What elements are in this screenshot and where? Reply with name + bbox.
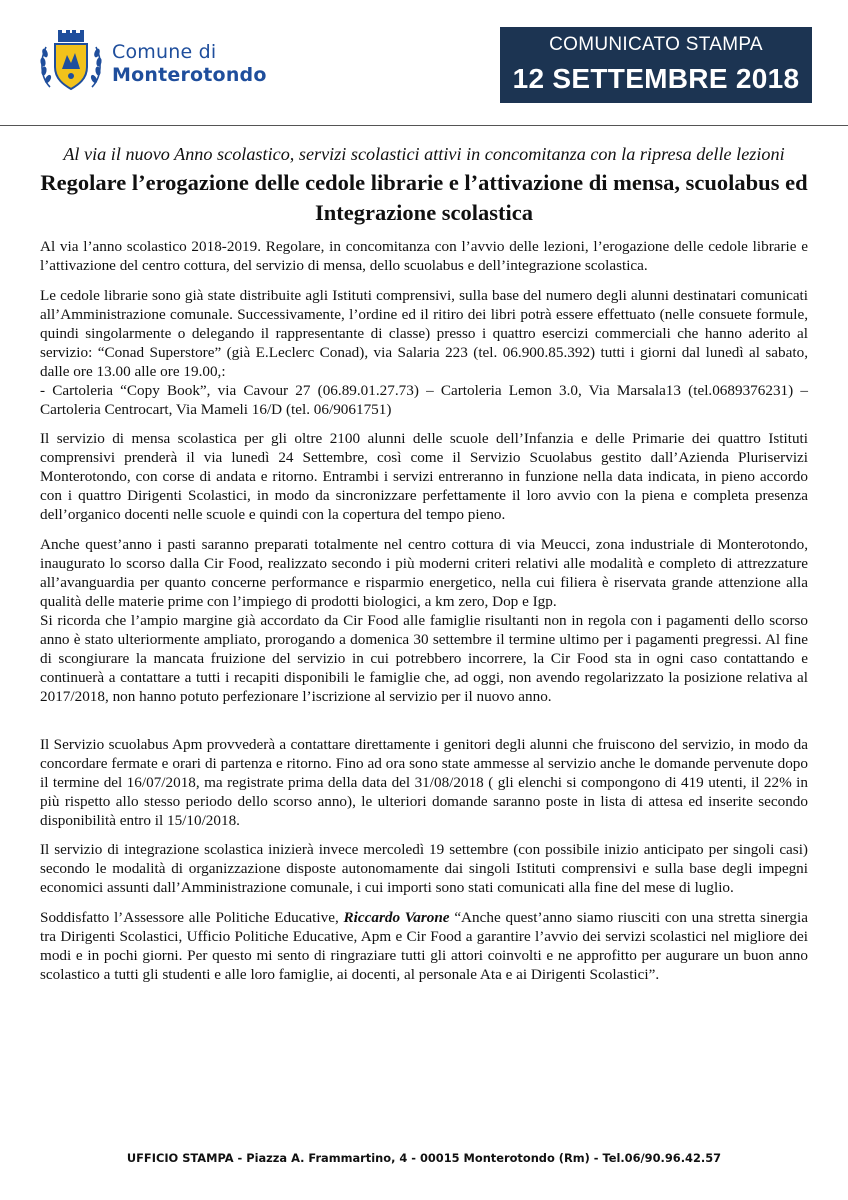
logo-line-comune: Comune di <box>112 41 217 63</box>
article-title: Regolare l’erogazione delle cedole librarie e l’attivazione di mensa, scuolabus ed Integrazione scolastica <box>40 170 808 225</box>
press-release-label: COMUNICATO STAMPA <box>549 34 763 55</box>
paragraph-cartolerie: - Cartoleria “Copy Book”, via Cavour 27 (06.89.01.27.73) – Cartoleria Lemon 3.0, Via Marsala13 (tel.0689376231) – Cartoleria Centrocart, Via Mameli 16/D (tel. 06/9061751) <box>40 381 808 418</box>
header-divider <box>0 125 848 126</box>
article-body <box>40 237 808 994</box>
press-release-banner <box>500 27 812 103</box>
paragraph-intro: Al via l’anno scolastico 2018-2019. Regolare, in concomitanza con l’avvio delle lezioni, l’erogazione delle cedole librarie e l’attivazione del centro cottura, del servizio di mensa, dello scuolabus e dell’integrazione scolastica. <box>40 238 808 274</box>
paragraph-mensa: Il servizio di mensa scolastica per gli oltre 2100 alunni delle scuole dell’Infanzia e delle Primarie dei quattro Istituti comprensivi prenderà il via lunedì 24 Settembre, così come il Servizio Scuolabus gestito dall’Azienda Pluriservizi Monterotondo, con corse di andata e ritorno. Entrambi i servizi entreranno in funzione nella data indicata, in pieno accordo con i quattro Dirigenti Scolastici, in modo da sincronizzare perfettamente il loro avvio con la piena e completa presenza dell’organico docenti nelle scuole e quindi con la copertura del tempo pieno. <box>40 430 808 523</box>
paragraph-assessore <box>40 908 808 984</box>
paragraph-pagamenti: Si ricorda che l’ampio margine già accordato da Cir Food alle famiglie risultanti non in regola con i pagamenti dello scorso anno è stato ulteriormente ampliato, prorogando a domenica 30 settembre il termine ultimo per i pagamenti pregressi. Al fine di scongiurare la mancata fruizione del servizio in cui potrebbero incorrere, la Cir Food sta in ogni caso contattando e continuerà a contattare a tutti i recapiti disponibili le famiglie che, ad oggi, non avendo regolarizzato la posizione relativa al 2017/2018, non hanno potuto perfezionare l’iscrizione al servizio per il nuovo anno. <box>40 611 808 705</box>
assessore-name: Riccardo Varone <box>343 908 450 926</box>
assessore-intro: Soddisfatto l’Assessore alle Politiche Educative, <box>40 908 344 926</box>
municipality-logo <box>38 29 268 99</box>
assessore-quote: “Anche quest’anno siamo riusciti con una stretta sinergia tra Dirigenti Scolastici, Ufficio Politiche Educative, Apm e Cir Food a garantire l’avvio dei servizi scolastici nel migliore dei modi e in pochi giorni. Per questo mi sento di ringraziare tutti gli attori coinvolti e ne approfitto per augurare un buon anno scolastico a tutti gli studenti e alle loro famiglie, ai docenti, al personale Ata e ai Dirigenti Scolastici”. <box>40 908 808 983</box>
logo-line-monterotondo: Monterotondo <box>112 64 267 86</box>
press-office-footer: UFFICIO STAMPA - Piazza A. Frammartino, 4 - 00015 Monterotondo (Rm) - Tel.06/90.96.42.57 <box>126 1151 722 1165</box>
paragraph-integrazione: Il servizio di integrazione scolastica inizierà invece mercoledì 19 settembre (con possibile inizio anticipato per singoli casi) secondo le modalità di organizzazione disposte autonomamente dai singoli Istituti comprensivi e sulla base degli impegni economici assunti dall’Amministrazione comunale, i cui importi sono stati comunicati alla fine del mese di luglio. <box>40 841 808 896</box>
paragraph-centro-cottura: Anche quest’anno i pasti saranno preparati totalmente nel centro cottura di via Meucci, zona industriale di Monterotondo, inaugurato lo scorso dalla Cir Food, realizzato secondo i più moderni criteri relativi alle modalità e completo di attrezzature all’avanguardia per quanto concerne performance e risparmio energetico, nella cui filiera è riservata grande attenzione alla qualità delle materie prime con l’impiego di prodotti biologici, a km zero, Dop e Igp. <box>40 535 808 610</box>
municipal-crest-icon <box>38 29 104 95</box>
article-subtitle: Al via il nuovo Anno scolastico, servizi scolastici attivi in concomitanza con la ripresa delle lezioni <box>63 144 785 164</box>
press-release-date: 12 SETTEMBRE 2018 <box>512 63 800 94</box>
paragraph-scuolabus: Il Servizio scuolabus Apm provvederà a contattare direttamente i genitori degli alunni che fruiscono del servizio, in modo da concordare fermate e orari di partenza e ritorno. Fino ad ora sono state ammesse al servizio anche le domande pervenute dopo il termine del 16/07/2018, ma registrate prima della data del 31/08/2018 ( gli elenchi si compongono di 419 utenti, il 22% in più rispetto allo stesso periodo dello scorso anno), le ulteriori domande saranno poste in lista di attesa ed inserite secondo disponibilità entro il 15/10/2018. <box>40 735 808 829</box>
paragraph-cedole: Le cedole librarie sono già state distribuite agli Istituti comprensivi, sulla base del numero degli alunni destinatari comunicati all’Amministrazione comunale. Successivamente, l’ordine ed il ritiro dei libri potrà essere effettuato (nelle consuete formule, quindi singolarmente o delegando il rappresentante di classe) presso i quattro esercizi commerciali che hanno aderito al servizio: “Conad Superstore” (già E.Leclerc Conad), via Salaria 223 (tel. 06.900.85.392) tutti i giorni dal lunedì al sabato, dalle ore 13.00 alle ore 19.00,: <box>40 286 808 380</box>
